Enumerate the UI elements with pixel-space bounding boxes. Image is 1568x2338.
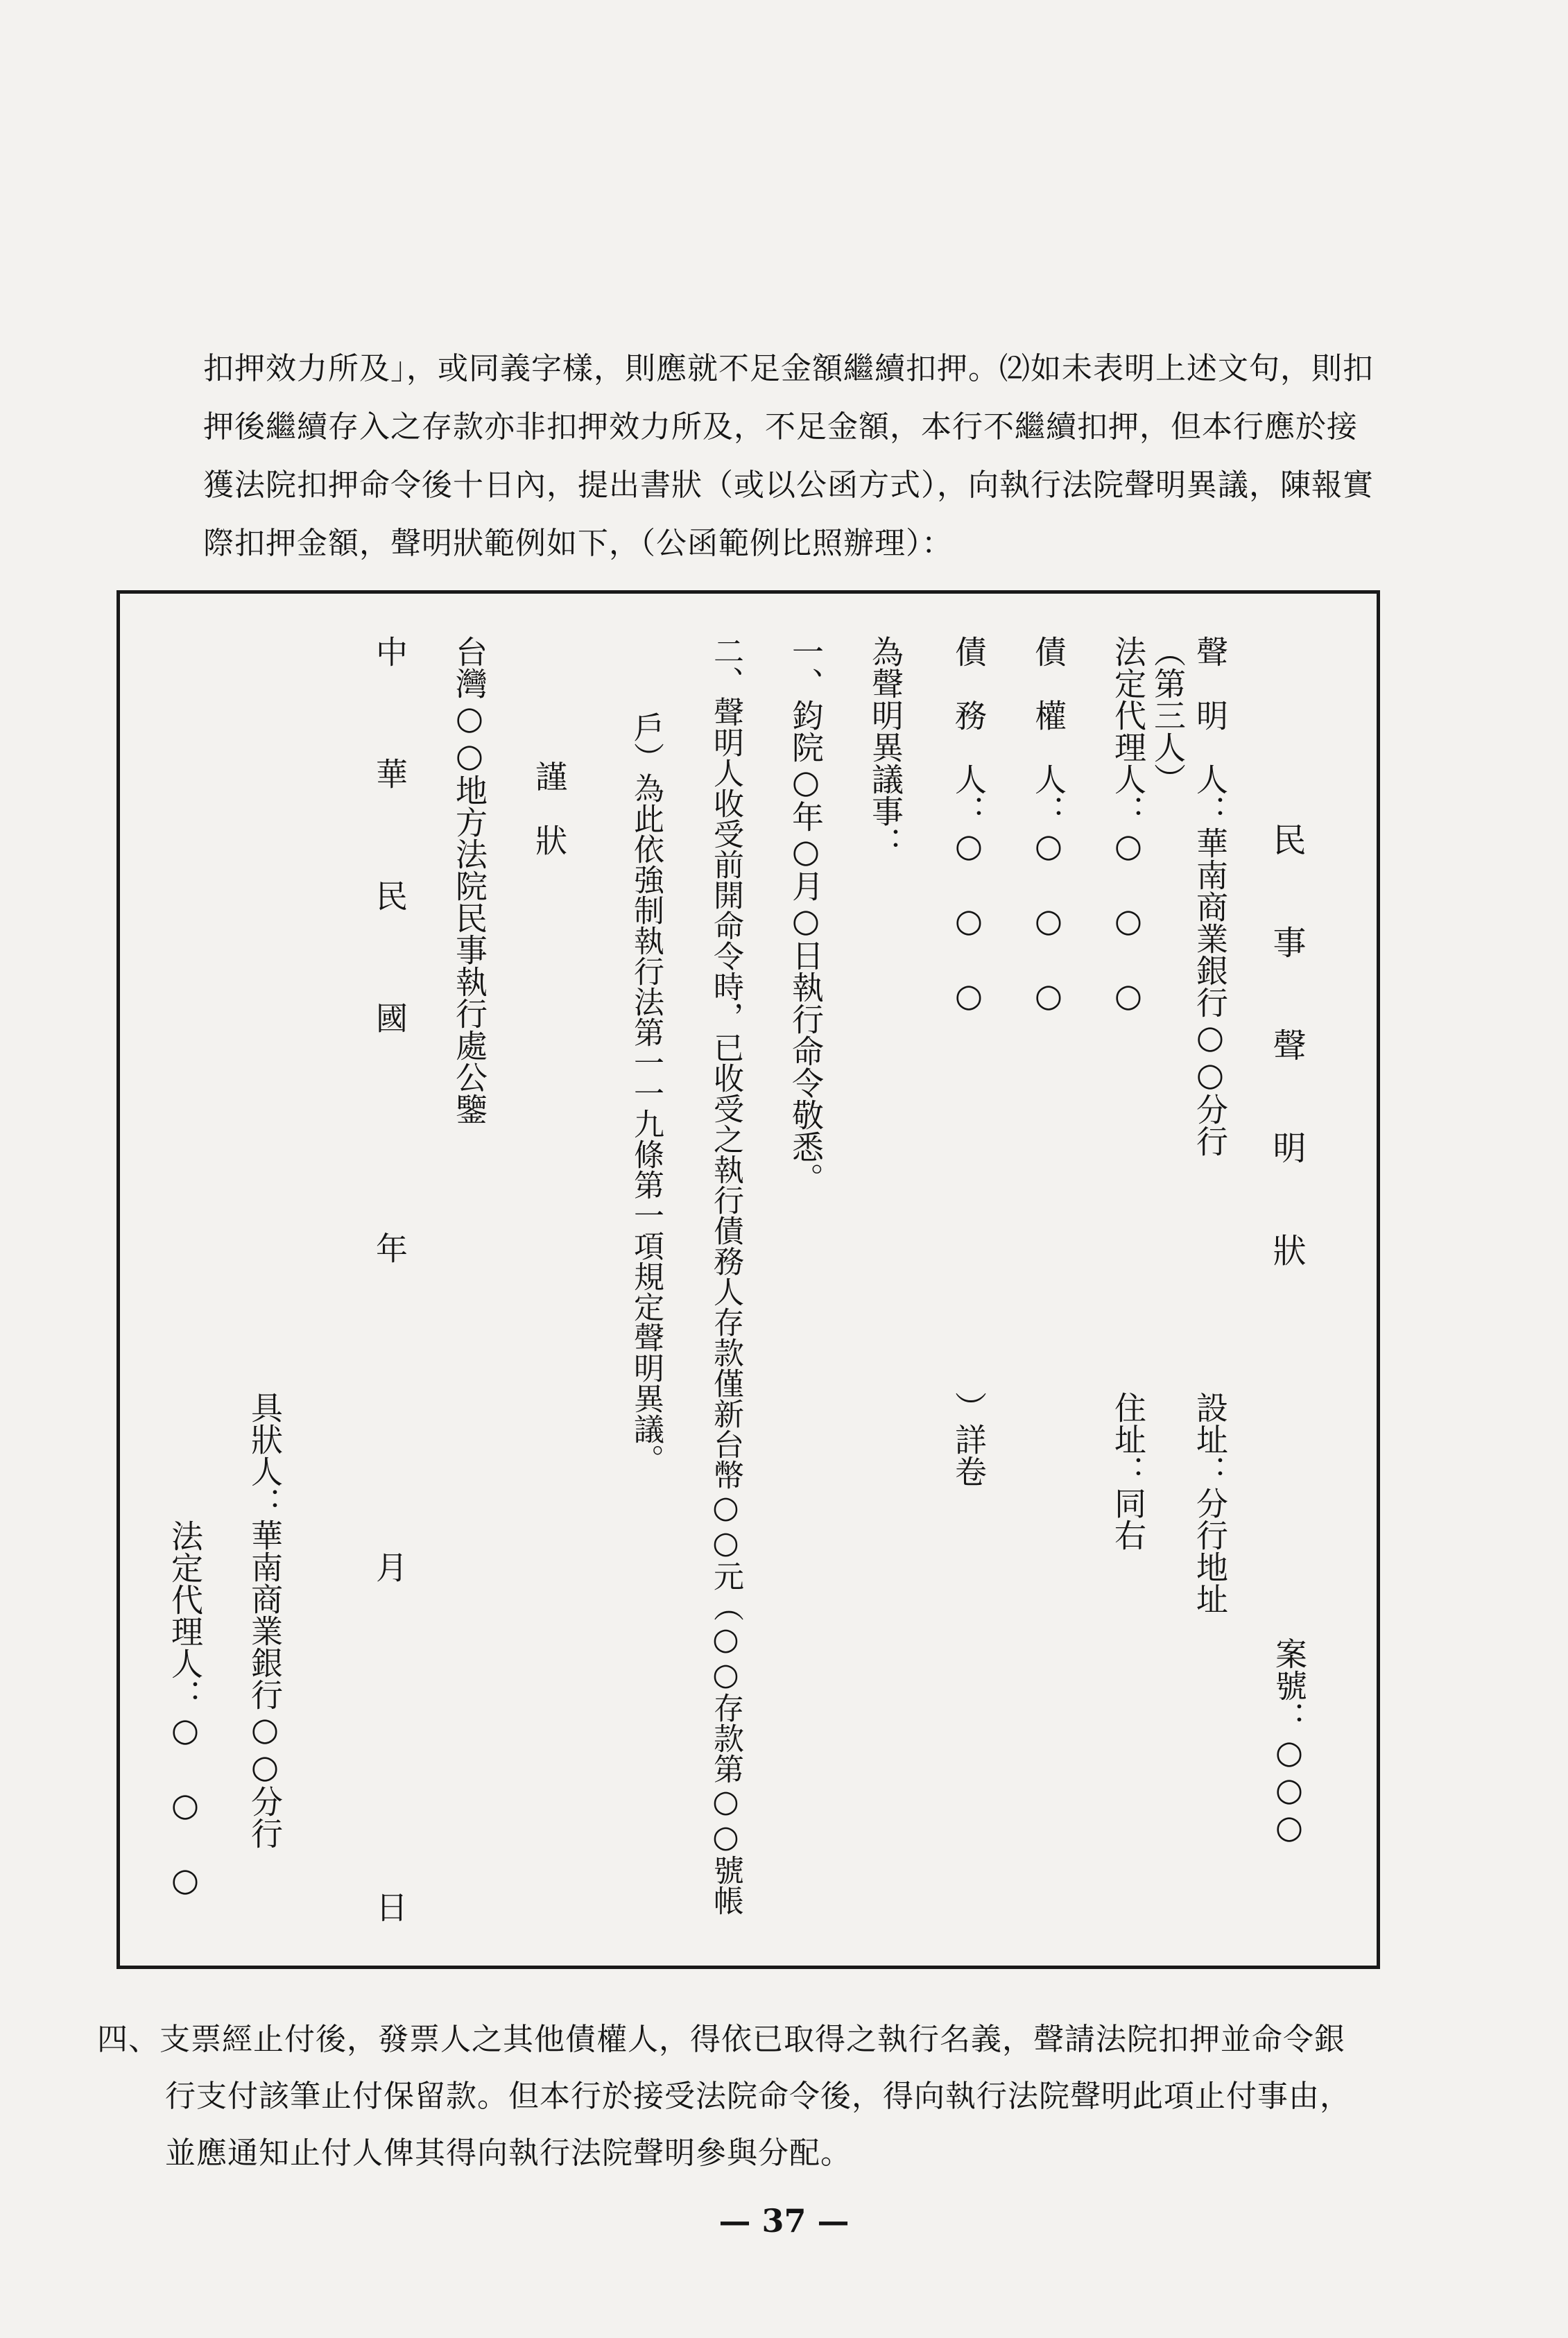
- section-4-line: 行支付該筆止付保留款。但本行於接受法院命令後，得向執行法院聲明此項止付事由，: [165, 2079, 1351, 2114]
- item-1: 一、鈞院○年○月○日執行命令敬悉。: [787, 635, 825, 1194]
- declarant-address: 設址：分行地址: [1191, 1391, 1229, 1615]
- section-4-line: 並應通知止付人俾其得向執行法院聲明參與分配。: [165, 2135, 852, 2171]
- declaration-form: [117, 590, 1380, 1969]
- court-name: 台灣○○地方法院民事執行處公鑒: [451, 635, 488, 1125]
- date-day: 日: [371, 1891, 408, 1923]
- page-number: — 37 —: [718, 2202, 850, 2240]
- signer-legal-rep: 法定代理人：○ ○ ○: [166, 1520, 204, 1898]
- legal-representative: 法定代理人：○ ○ ○: [1110, 635, 1147, 1014]
- creditor: 債 權 人：○ ○ ○: [1030, 635, 1067, 1014]
- legal-rep-address: 住址：同右: [1110, 1391, 1147, 1551]
- section-4-line: 四、支票經止付後，發票人之其他債權人，得依已取得之執行名義，聲請法院扣押並命令銀: [97, 2022, 1345, 2057]
- item-2: 二、聲明人收受前開命令時，已收受之執行債務人存款僅新台幣○○元（○○存款第○○號帳: [708, 635, 743, 1916]
- date-prefix: 中 華 民 國: [371, 635, 408, 1063]
- date-year: 年: [371, 1232, 408, 1264]
- declarant-note: （第三人）: [1149, 635, 1187, 795]
- intro-line: 獲法院扣押命令後十日內，提出書狀（或以公函方式），向執行法院聲明異議，陳報實: [203, 467, 1374, 503]
- intro-line: 際扣押金額，聲明狀範例如下，（公函範例比照辦理）：: [203, 526, 953, 561]
- date-month: 月: [371, 1551, 408, 1583]
- case-number: 案號：○○○: [1270, 1638, 1308, 1846]
- debtor-note: ︶詳卷: [950, 1391, 988, 1487]
- section-4-paragraph: [97, 2011, 1415, 2182]
- intro-line: 押後繼續存入之存款亦非扣押效力所及，不足金額，本行不繼續扣押，但本行應於接: [203, 409, 1358, 445]
- intro-paragraph: [203, 340, 1410, 573]
- signer: 具狀人：華南商業銀行○○分行: [246, 1391, 284, 1849]
- item-2-continued: 戶）為此依強制執行法第一一九條第一項規定聲明異議。: [628, 712, 664, 1475]
- respectfully-submitted: 謹 狀: [531, 760, 568, 856]
- debtor: 債 務 人：○ ○ ○: [950, 635, 988, 1014]
- declarant: 聲 明 人：華南商業銀行○○分行: [1191, 635, 1229, 1157]
- intro-line: 扣押效力所及」，或同義字樣，則應就不足金額繼續扣押。⑵如未表明上述文句，則扣: [203, 351, 1374, 386]
- form-title: 民 事 聲 明 狀: [1267, 823, 1306, 1282]
- subject: 為聲明異議事：: [867, 635, 904, 859]
